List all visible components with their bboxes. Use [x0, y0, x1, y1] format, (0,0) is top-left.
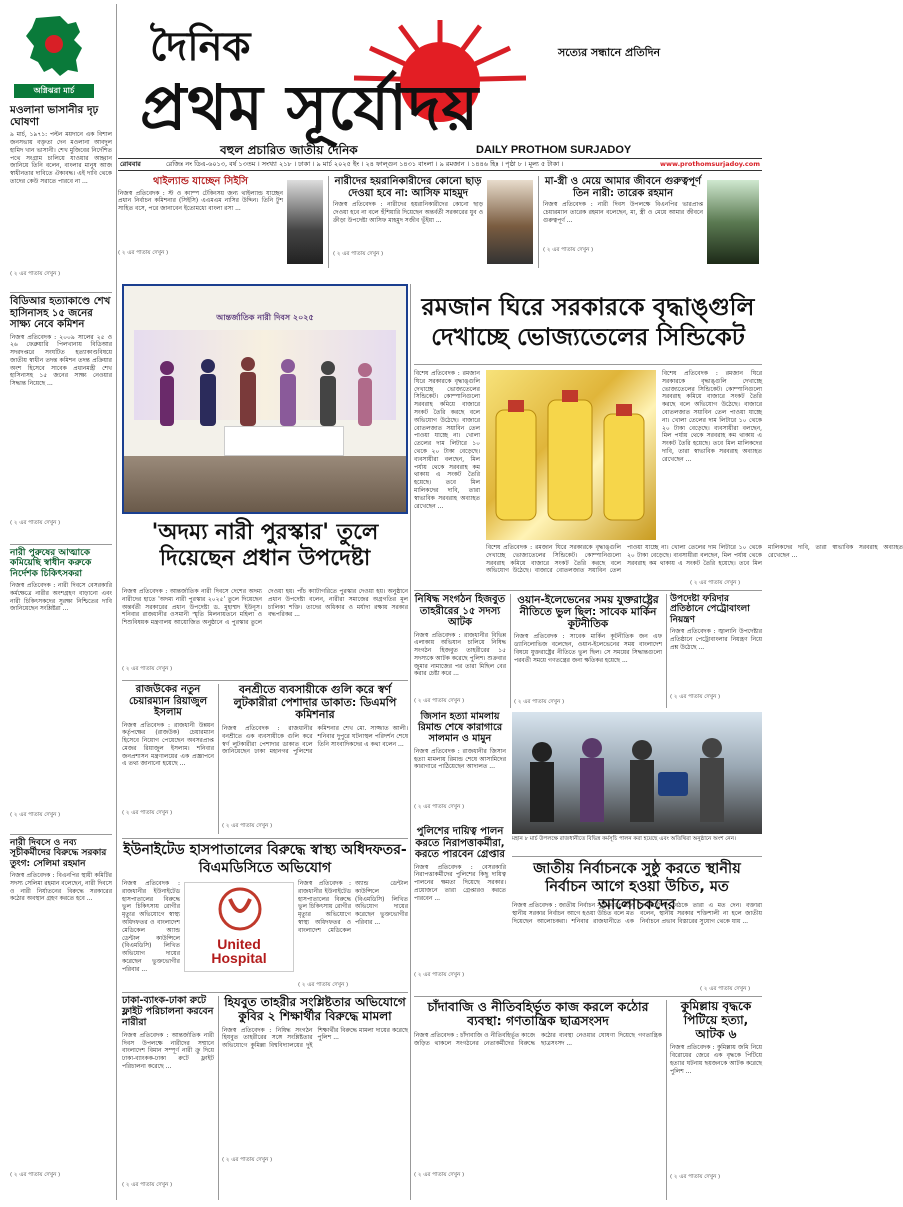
- lead-body[interactable]: [122, 588, 408, 676]
- event-photo: [512, 712, 762, 834]
- story-body: নিজস্ব প্রতিবেদক : রাজধানীর বনশ্রীতে এক ব্যবসায়ীকে গুলি করে স্বর্ণ লুটকারীরা পেশাদার ডাকাত বলে জানিয়েছেন ঢাকা মহানগর পুলিশের কমিশনার শেখ মো. সাজ্জাত আলী। শনিবার দুপুরে ঘটনাস্থল পরিদর্শন শেষে তিনি সাংবাদিকদের এ কথা বলেন ...: [222, 724, 408, 756]
- story-cont[interactable]: ( ২ এর পাতায় দেখুন ): [122, 1181, 173, 1188]
- story-cont[interactable]: ( ২ এর পাতায় দেখুন ): [670, 1174, 721, 1181]
- bottom-right-story-2[interactable]: [670, 1000, 762, 1200]
- event-people-icon: [512, 712, 762, 834]
- brand-small: দৈনিক: [150, 24, 251, 70]
- story-title: নিষিদ্ধ সংগঠন হিজবুত তাহরীরের ১৫ সদস্য আটক: [414, 594, 506, 628]
- main-body-col-1: বিশেষ প্রতিবেদক : রমজান ঘিরে সরকারকে বৃদ্ধাঙ্গুলি দেখাচ্ছে ভোজ্যতেলের সিন্ডিকেট। কোম্পানিগুলো সরবরাহ কমিয়ে বাজারে সংকট তৈরি করছে বলে অভিযোগ উঠেছে। বাজারে বোতলজাত সয়াবিন তেল পাওয়া যাচ্ছে না। খোলা তেলের দাম লিটারে ১০ থেকে ২০ টাকা বেড়েছে। ব্যবসায়ীরা বলছেন, মিল পর্যায় থেকে সরবরাহ কম থাকায় এ সংকট তৈরি হয়েছে। তবে মিল মালিকদের দাবি, তারা স্বাভাবিক সরবরাহ অব্যাহত রেখেছেন ...: [414, 370, 480, 510]
- main-headline: রমজান ঘিরে সরকারকে বৃদ্ধাঙ্গুলি দেখাচ্ছে ভোজ্যতেলের সিন্ডিকেট: [421, 293, 755, 351]
- story-body: নিজস্ব প্রতিবেদক : কুমিল্লায় জমি নিয়ে বিরোধের জেরে এক বৃদ্ধকে পিটিয়ে হত্যার ঘটনায় ছয়জনকে আটক করেছে পুলিশ ...: [670, 1044, 762, 1075]
- dateline-day: রোববার: [120, 160, 141, 168]
- election-headline: জাতীয় নির্বাচনকে সুষ্ঠু করতে স্থানীয় নির্বাচন আগে হওয়া উচিত, মত আলোচকদের: [533, 861, 741, 914]
- story-body: নিজস্ব প্রতিবেদক : ২০০৯ সালের ২৫ ও ২৬ ফেব্রুয়ারি পিলখানায় বিডিআর সদরদপ্তরে সংঘটিত হত্যাকাণ্ডবিষয়ে জাতীয় স্বাধীন তদন্ত কমিশন তদন্ত প্রক্রিয়ার অংশ হিসেবে সাবেক প্রধানমন্ত্রী শেখ হাসিনাসহ ১৫ জনের সাক্ষ্য নেওয়ার সিদ্ধান্ত নিয়েছে ...: [10, 333, 112, 388]
- story-body: নিজস্ব প্রতিবেদক : সাবেক মার্কিন কূটনীতিক জন এফ ড্যানিলোভিজ বলেছেন, ওয়ান-ইলেভেনের সময় বাংলাদেশ বিষয়ে যুক্তরাষ্ট্রের নীতিতে ভুল ছিল। সে সময়ের সিদ্ধান্তগুলো পরবর্তী সময়ে গণতন্ত্রের জন্য ক্ষতিকর হয়েছে ...: [514, 633, 662, 664]
- main-cont[interactable]: ( ২ এর পাতায় দেখুন ): [690, 580, 741, 586]
- story-cont[interactable]: ( ২ এর পাতায় দেখুন ): [222, 822, 273, 829]
- story-body: নিজস্ব প্রতিবেদক : আন্তর্জাতিক নারী দিবসে দেশের অদম্য নারীদের হাতে 'অদম্য নারী পুরস্কার ২০২৫' তুলে দিয়েছেন অন্তর্বর্তী সরকারের প্রধান উপদেষ্টা ড. মুহাম্মদ ইউনূস। শনিবার রাজধানীর ওসমানী স্মৃতি মিলনায়তনে মহিলা ও শিশুবিষয়ক মন্ত্রণালয় আয়োজিত অনুষ্ঠানে এ পুরস্কার তুলে দেওয়া হয়। পাঁচ ক্যাটাগরিতে পুরস্কার দেওয়া হয়। অনুষ্ঠানে প্রধান উপদেষ্টা বলেন, নারীরা সমাজের অগ্রগতির মূল চালিকা শক্তি। তাদের অধিকার ও মর্যাদা রক্ষায় সরকার বদ্ধপরিকর ...: [122, 588, 408, 627]
- left-story-3[interactable]: [10, 548, 112, 830]
- story-body: নিজস্ব প্রতিবেদক : নিষিদ্ধ সংগঠন হিযবুত তাহরীরের সঙ্গে সংশ্লিষ্টতার অভিযোগে কুমিল্লা বিশ্ববিদ্যালয়ের দুই শিক্ষার্থীর বিরুদ্ধে মামলা দায়ের করেছে পুলিশ ...: [222, 1026, 408, 1050]
- united-hospital-headline: ইউনাইটেড হাসপাতালের বিরুদ্ধে স্বাস্থ্য অধিদফতর-বিএমডিসিতে অভিযোগ: [123, 842, 407, 876]
- story-cont[interactable]: ( ২ এর পাতায় দেখুন ): [414, 1171, 465, 1178]
- story-cont[interactable]: ( ২ এর পাতায় দেখুন ): [414, 697, 465, 704]
- lead-photo-banner: আন্তর্জাতিক নারী দিবস ২০২৫: [216, 313, 314, 322]
- story-title: বনশ্রীতে ব্যবসায়ীকে গুলি করে স্বর্ণ লুটকারীরা পেশাদার ডাকাত: ডিএমপি কমিশনার: [233, 683, 397, 722]
- center-story-2[interactable]: [222, 684, 408, 834]
- story-cont[interactable]: ( ২ এর পাতায় দেখুন ): [414, 803, 465, 810]
- story-body: নিজস্ব প্রতিবেদক : রাজধানী উন্নয়ন কর্তৃপক্ষের (রাজউক) চেয়ারম্যান হিসেবে নিয়োগ পেয়েছেন অবসরপ্রাপ্ত মেজর রিয়াজুল ইসলাম। শনিবার জনপ্রশাসন মন্ত্রণালয়ের এক প্রজ্ঞাপনে এ তথ্য জানানো হয়েছে ...: [122, 721, 214, 768]
- slogan: সত্যের সন্ধানে প্রতিদিন: [558, 46, 661, 59]
- story-body: নিজস্ব প্রতিবেদক : আন্তর্জাতিক নারী দিবস উপলক্ষে নারীদের সম্মানে বাংলাদেশ বিমান সম্পূর্ণ নারী ক্রু দিয়ে ঢাকা-ব্যাংকক-ঢাকা রুটে ফ্লাইট পরিচালনা করেছে ...: [122, 1031, 214, 1070]
- story-title: হিযবুত তাহরীর সংশ্লিষ্টতার অভিযোগে কুবির ২ শিক্ষার্থীর বিরুদ্ধে মামলা: [224, 995, 406, 1023]
- story-title: বিডিআর হত্যাকাণ্ডে শেখ হাসিনাসহ ১৫ জনের সাক্ষ্য নেবে কমিশন: [10, 296, 111, 330]
- dateline-details: রেজিঃ নং ডিএ-৬০১৩, বর্ষ ১৩তম । সংখ্যা ২১৮ । ঢাকা । ৯ মার্চ ২০২৫ ইং । ২৪ ফাল্গুন ১৪৩১ বাংলা । ৯ রমজান । ১৪৪৬ হিঃ । পৃষ্ঠা ৮ । মূল্য ৫ টাকা ।: [166, 160, 564, 168]
- hospital-logo-icon: [185, 883, 295, 933]
- teaser-3-photo: [707, 180, 759, 264]
- dateline-bar: [118, 158, 762, 171]
- teaser-cont[interactable]: ( ২ এর পাতায় দেখুন ): [543, 247, 594, 253]
- bottom-right-story-1[interactable]: [414, 1000, 662, 1200]
- left-story-4[interactable]: [10, 838, 112, 1200]
- story-title: ঢাকা-ব্যাংক-ঢাকা রুটে ফ্লাইট পরিচালনা করবেন নারীরা: [122, 995, 214, 1028]
- story-body: নিজস্ব প্রতিবেদক : রাজধানীর জিসান হত্যা মামলায় রিমান্ড শেষে আসামিদের কারাগারে পাঠিয়েছেন আদালত ...: [414, 747, 506, 771]
- teaser-body: নিজস্ব প্রতিবেদক : স্ট ও ক্যাম্প টেকিংসয় জন্য থাইল্যান্ড যাচ্ছেন প্রধান নির্বাচন কমিশনার (সিইসি) এএমএম নাসির উদ্দিন। তিনি টুশ সাহিত বসে, পরে জানাবেন ইতোমধ্যে বাংলা রসা ...: [118, 189, 283, 213]
- story-body: নিজস্ব প্রতিবেদক : রাজধানীর বিভিন্ন এলাকায় অভিযান চালিয়ে নিষিদ্ধ সংগঠন হিজবুত তাহরীরের ১৫ সদস্যকে আটক করেছে পুলিশ। শুক্রবার জুমার নামাজের পর তারা মিছিল বের করার চেষ্টা করে ...: [414, 631, 506, 678]
- teaser-3[interactable]: [543, 176, 703, 268]
- teaser-1[interactable]: [118, 176, 283, 268]
- story-title: জিসান হত্যা মামলায় রিমান্ড শেষে কারাগারে সালমান ও মামুন: [417, 711, 503, 744]
- story-body: নিজস্ব প্রতিবেদক : বেসরকারি নিরাপত্তাকর্মীদের পুলিশের কিছু দায়িত্ব পালনের ক্ষমতা দিয়েছে সরকার। প্রয়োজনে তারা গ্রেপ্তারও করতে পারবেন ...: [414, 863, 506, 902]
- main-body-bottom: বিশেষ প্রতিবেদক : রমজান ঘিরে সরকারকে বৃদ্ধাঙ্গুলি দেখাচ্ছে ভোজ্যতেলের সিন্ডিকেট। কোম্পানিগুলো সরবরাহ কমিয়ে বাজারে সংকট তৈরি করছে বলে অভিযোগ উঠেছে। বাজারে বোতলজাত সয়াবিন তেল পাওয়া যাচ্ছে না। খোলা তেলের দাম লিটারে ১০ থেকে ২০ টাকা বেড়েছে। ব্যবসায়ীরা বলছেন, মিল পর্যায় থেকে সরবরাহ কম থাকায় এ সংকট তৈরি হয়েছে। তবে মিল মালিকদের দাবি, তারা স্বাভাবিক সরবরাহ অব্যাহত রেখেছেন ...: [486, 544, 903, 575]
- story-title: কুমিল্লায় বৃদ্ধকে পিটিয়ে হত্যা, আটক ৬: [680, 999, 752, 1041]
- left-story-1[interactable]: [10, 104, 112, 290]
- story-cont[interactable]: ( ২ এর পাতায় দেখুন ): [222, 1156, 273, 1163]
- right-story-3[interactable]: [670, 594, 762, 708]
- brand-large: প্রথম সূর্যোদয়: [140, 71, 480, 144]
- story-cont[interactable]: ( ২ এর পাতায় দেখুন ): [10, 1172, 61, 1179]
- subtitle: বহুল প্রচারিত জাতীয় দৈনিক: [220, 143, 358, 157]
- bangladesh-map-icon: [16, 14, 96, 80]
- website-link[interactable]: www.prothomsurjadoy.com: [659, 160, 760, 168]
- right-story-2[interactable]: [514, 594, 662, 708]
- left-story-2[interactable]: [10, 296, 112, 540]
- teaser-title: মা-স্ত্রী ও মেয়ে আমার জীবনে গুরুত্বপূর্ণ তিন নারী: তারেক রহমান: [544, 176, 702, 199]
- award-table: [224, 426, 344, 456]
- teaser-cont[interactable]: ( ২ এর পাতায় দেখুন ): [118, 249, 169, 256]
- teaser-2[interactable]: [333, 176, 483, 268]
- election-body: নিজস্ব প্রতিবেদক : জাতীয় নির্বাচন সুষ্ঠু করতে হলে স্থানীয় সরকার নির্বাচন আগে হওয়া উচিত বলে মত দিয়েছেন আলোচকরা। শনিবার রাজধানীতে এক গোলটেবিল বৈঠকে তারা এ মত দেন। বক্তারা বলেন, স্থানীয় সরকার শক্তিশালী না হলে জাতীয় নির্বাচনে প্রভাব বিস্তারের সুযোগ থেকে যায় ...: [512, 902, 762, 925]
- bottle-icon: [486, 370, 656, 540]
- hospital-logo-top: United: [217, 936, 261, 952]
- teaser-cont[interactable]: ( ২ এর পাতায় দেখুন ): [333, 251, 384, 257]
- united-hospital-logo: [184, 882, 294, 972]
- story-cont[interactable]: ( ২ এর পাতায় দেখুন ): [122, 666, 173, 672]
- story-cont[interactable]: ( ২ এর পাতায় দেখুন ): [414, 971, 465, 978]
- story-title: মওলানা ভাসানীর দৃঢ় ঘোষণা: [10, 104, 99, 129]
- story-title: পুলিশের দায়িত্ব পালন করতে নিরাপত্তাকর্মীরা, করতে পারবেন গ্রেপ্তার: [415, 826, 505, 860]
- floor-carpet: [124, 456, 406, 512]
- united-hospital-body-2: নিজস্ব প্রতিবেদক : রাজধানীর ইউনাইটেড হাসপাতালের বিরুদ্ধে ভুল চিকিৎসায় রোগীর মৃত্যুর অভিযোগে স্বাস্থ্য অধিদফতর ও বাংলাদেশ মেডিকেল অ্যান্ড ডেন্টাল কাউন্সিলে (বিএমডিসি) লিখিত অভিযোগ দায়ের করেছেন ভুক্তভোগীর পরিবার ...: [298, 880, 408, 934]
- story-body: ৯ মার্চ, ১৯৭১: পল্টন ময়দানে এক বিশাল জনসভায় বক্তৃতা দেন মওলানা আবদুল হামিদ খান ভাসানী। শেখ মুজিবের নির্দেশিত পথে সংগ্রাম চালিয়ে যাওয়ার আহ্বান জানিয়ে তিনি বলেন, বাংলার মানুষ আজ স্বাধীনতার দাবিতে ঐক্যবদ্ধ। এই দাবি থেকে তাদের কেউ সরাতে পারবে না ...: [10, 131, 112, 185]
- hospital-logo-bottom: Hospital: [211, 950, 267, 966]
- story-body: নিজস্ব প্রতিবেদক : নারী দিবসে বেসরকারি কর্মক্ষেত্রে নারীর অংশগ্রহণ বাড়ানো এবং নারী চিকিৎসকদের সুরক্ষা নিশ্চিতের দাবি জানিয়েছেন সংশ্লিষ্টরা ...: [10, 582, 112, 613]
- right-story-1[interactable]: [414, 594, 506, 708]
- story-cont[interactable]: ( ২ এর পাতায় দেখুন ): [10, 271, 61, 278]
- story-body: নিজস্ব প্রতিবেদক : জ্বালানি উপদেষ্টার প্রতিষ্ঠানে পেট্রোবাংলার নিয়ন্ত্রণ নিয়ে প্রশ্ন উঠেছে ...: [670, 628, 762, 651]
- story-title: উপদেষ্টা ফরিদার প্রতিষ্ঠানে পেট্রোবাংলা নিয়ন্ত্রণ: [670, 594, 750, 625]
- english-name: DAILY PROTHOM SURJADOY: [476, 144, 632, 156]
- story-title: নারী পুরুষের আত্মাকে কমিয়েছি স্বাধীন করুকে নির্দেশক চিকিৎসকরা: [10, 548, 92, 579]
- teaser-1-photo: [287, 180, 323, 264]
- teaser-body: নিজস্ব প্রতিবেদক : নারীদের হয়রানিকারীদের কোনো ছাড় দেওয়া হবে না বলে হুঁশিয়ারি দিয়েছেন অন্তর্বর্তী সরকারের যুব ও ক্রীড়া উপদেষ্টা আসিফ মাহমুদ সজীব ভূঁইয়া ...: [333, 201, 483, 224]
- story-title: ওয়ান-ইলেভেনের সময় যুক্তরাষ্ট্রের নীতিতে ভুল ছিল: সাবেক মার্কিন কূটনীতিক: [517, 594, 659, 631]
- story-cont[interactable]: ( ২ এর পাতায় দেখুন ): [514, 699, 565, 706]
- march-badge: অগ্নিঝরা মার্চ: [14, 84, 94, 98]
- center-story-1[interactable]: [122, 684, 214, 834]
- teaser-body: নিজস্ব প্রতিবেদক : নারী দিবস উপলক্ষে বিএনপির ভারপ্রাপ্ত চেয়ারম্যান তারেক রহমান বলেছেন, মা, স্ত্রী ও মেয়ে আমার জীবনে গুরুত্বপূর্ণ ...: [543, 201, 703, 224]
- story-cont[interactable]: ( ২ এর পাতায় দেখুন ): [10, 519, 61, 526]
- center-story-4[interactable]: [122, 996, 214, 1200]
- lead-headline: 'অদম্য নারী পুরস্কার' তুলে দিয়েছেন প্রধান উপদেষ্টা: [151, 520, 379, 572]
- main-body-col-3: বিশেষ প্রতিবেদক : রমজান ঘিরে সরকারকে বৃদ্ধাঙ্গুলি দেখাচ্ছে ভোজ্যতেলের সিন্ডিকেট। কোম্পানিগুলো সরবরাহ কমিয়ে বাজারে সংকট তৈরি করছে বলে অভিযোগ উঠেছে। বাজারে বোতলজাত সয়াবিন তেল পাওয়া যাচ্ছে না। খোলা তেলের দাম লিটারে ১০ থেকে ২০ টাকা বেড়েছে। ব্যবসায়ীরা বলছেন, মিল পর্যায় থেকে সরবরাহ কম থাকায় এ সংকট তৈরি হয়েছে। তবে মিল মালিকদের দাবি, তারা স্বাভাবিক সরবরাহ অব্যাহত রেখেছেন ...: [662, 370, 762, 463]
- story-title: নারী দিবসে ও নব্য সূচীকর্মীদের বিরুদ্ধে সরকার তুংগ: সেলিমা রহমান: [10, 838, 107, 869]
- oil-bottles-photo: [486, 370, 656, 540]
- event-photo-caption: মহান ৮ মার্চ উপলক্ষে রাজধানীতে বিভিন্ন কর্মসূচি পালন করা হয়েছে এবং অতিথিরা অনুষ্ঠানে অংশ নেন।: [512, 836, 736, 842]
- bangladesh-map-badge: [16, 14, 96, 80]
- united-hospital-body-1: নিজস্ব প্রতিবেদক : রাজধানীর ইউনাইটেড হাসপাতালের বিরুদ্ধে ভুল চিকিৎসায় রোগীর মৃত্যুর অভিযোগে স্বাস্থ্য অধিদফতর ও বাংলাদেশ মেডিকেল অ্যান্ড ডেন্টাল কাউন্সিলে (বিএমডিসি) লিখিত অভিযোগ দায়ের করেছেন ভুক্তভোগীর পরিবার ...: [122, 880, 180, 973]
- teaser-2-photo: [487, 180, 533, 264]
- teaser-title: থাইল্যান্ড যাচ্ছেন সিইসি: [152, 176, 249, 187]
- election-cont[interactable]: ( ২ এর পাতায় দেখুন ): [700, 986, 751, 992]
- story-cont[interactable]: ( ২ এর পাতায় দেখুন ): [10, 812, 61, 819]
- lead-photo-frame: [122, 284, 408, 514]
- story-cont[interactable]: ( ২ এর পাতায় দেখুন ): [670, 694, 721, 701]
- story-title: রাজউকের নতুন চেয়ারম্যান রিয়াজুল ইসলাম: [128, 684, 208, 718]
- center-story-5[interactable]: [222, 996, 408, 1200]
- right-story-5[interactable]: [414, 826, 506, 994]
- right-story-4[interactable]: [414, 712, 506, 822]
- story-title: চাঁদাবাজি ও নীতিবহির্ভূত কাজ করলে কঠোর ব্যবস্থা: গণতান্ত্রিক ছাত্রসংসদ: [427, 999, 649, 1029]
- story-body: নিজস্ব প্রতিবেদক : চাঁদাবাজি ও নীতিবহির্ভূত কাজে জড়িত থাকলে সংগঠনের নেতাকর্মীদের বিরুদ্ধে কঠোর ব্যবস্থা নেওয়ার ঘোষণা দিয়েছে গণতান্ত্রিক ছাত্রসংসদ ...: [414, 1031, 662, 1047]
- story-body: নিজস্ব প্রতিবেদক : বিএনপির স্থায়ী কমিটির সদস্য সেলিমা রহমান বলেছেন, নারী দিবসে ও নারী নির্যাতনের বিরুদ্ধে সরকারের কঠোর অবস্থান গ্রহণ করতে হবে ...: [10, 872, 112, 903]
- united-hospital-cont[interactable]: ( ২ এর পাতায় দেখুন ): [298, 982, 349, 988]
- teaser-title: নারীদের হয়রানিকারীদের কোনো ছাড় দেওয়া হবে না: আসিফ মাহমুদ: [334, 176, 482, 199]
- story-cont[interactable]: ( ২ এর পাতায় দেখুন ): [122, 809, 173, 816]
